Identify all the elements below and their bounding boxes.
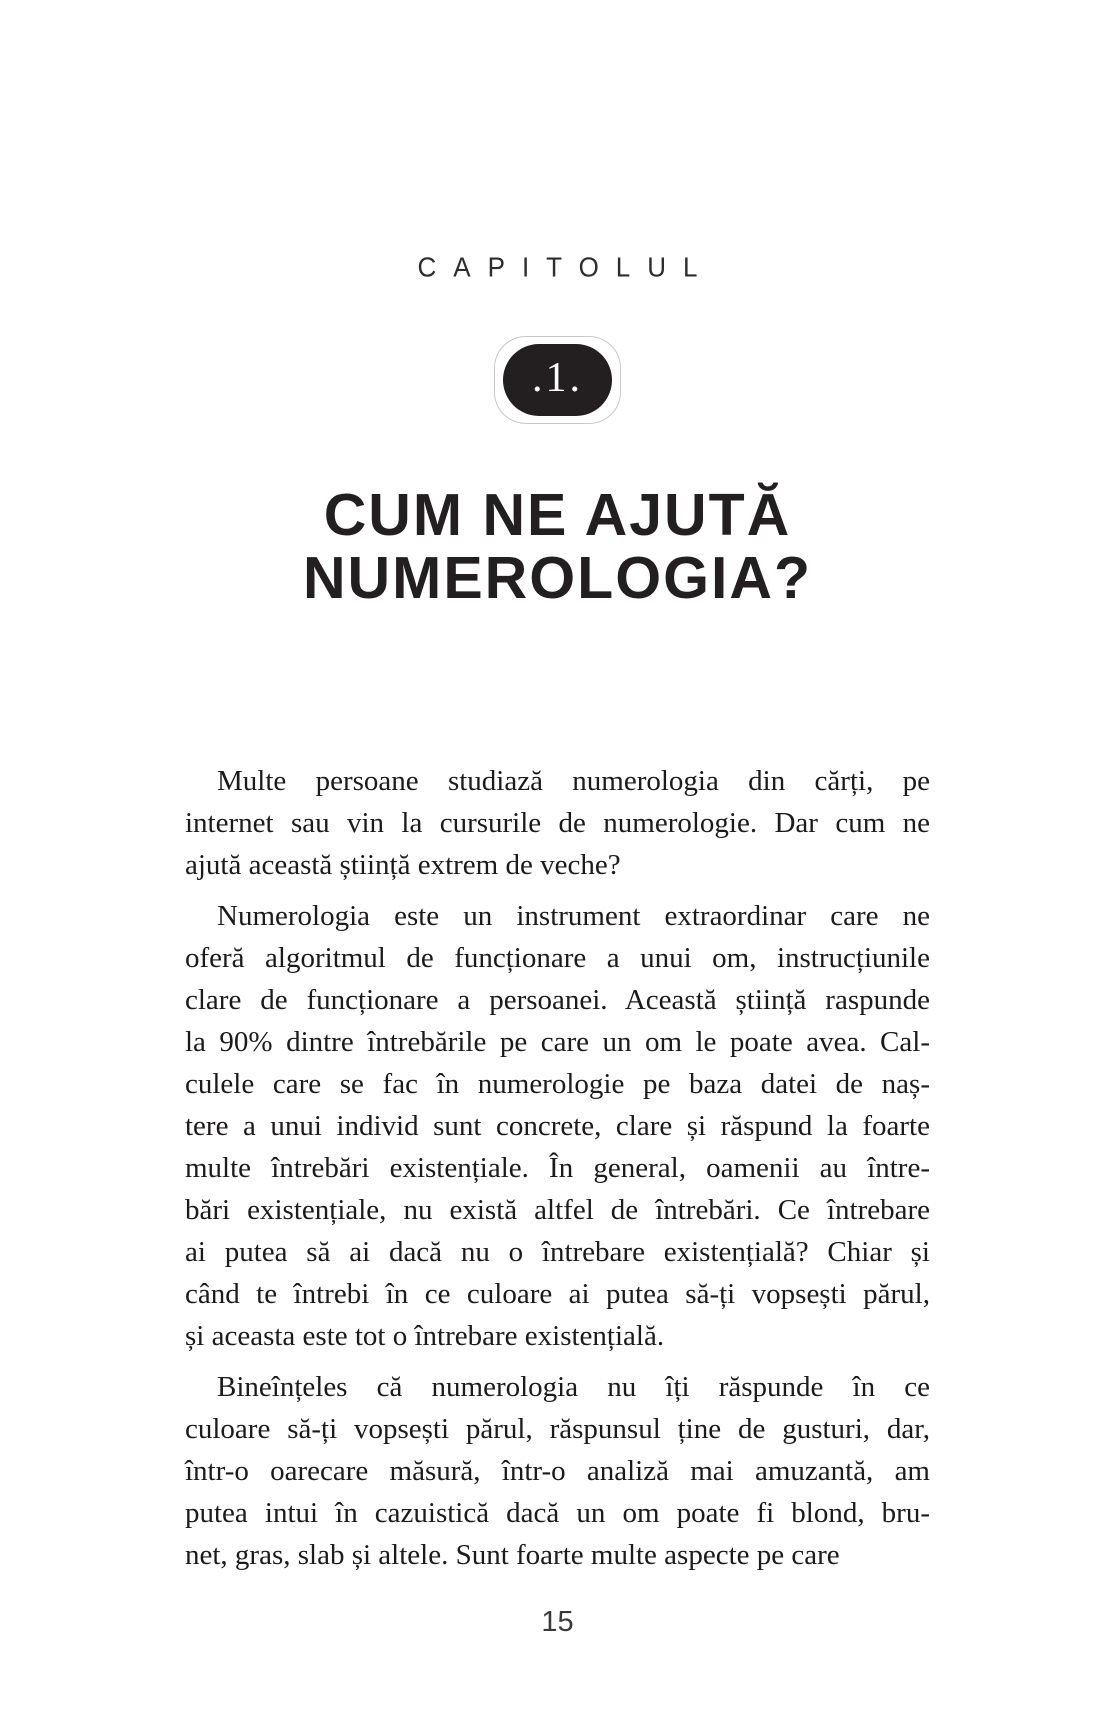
body-line: și aceasta este tot o întrebare existențială. [185, 1320, 665, 1352]
body-line: într-o oarecare măsură, într-o analiză mai amuzantă, am [185, 1455, 930, 1487]
body-line: multe întrebări existențiale. În general, oamenii au între- [185, 1152, 930, 1184]
page-number: 15 [541, 1606, 574, 1638]
body-line: culoare să-ți vopsești părul, răspunsul ține de gusturi, dar, [185, 1413, 930, 1445]
body-line: când te întrebi în ce culoare ai putea să-ți vopsești părul, [185, 1278, 930, 1310]
paragraph-1 [185, 760, 930, 886]
body-line: internet sau vin la cursurile de numerologie. Dar cum ne [185, 807, 930, 839]
body-text [185, 760, 930, 1576]
body-line: la 90% dintre întrebările pe care un om le poate avea. Cal- [185, 1026, 930, 1058]
body-line: clare de funcționare a persoanei. Această știință raspunde [185, 984, 930, 1016]
chapter-title [185, 484, 930, 610]
body-line: culele care se fac în numerologie pe baza datei de naș- [185, 1068, 930, 1100]
body-line: Numerologia este un instrument extraordinar care ne [217, 900, 930, 932]
body-line: bări existențiale, nu există altfel de întrebări. Ce întrebare [185, 1194, 930, 1226]
chapter-number: .1. [532, 355, 583, 401]
chapter-kicker: CAPITOLUL [417, 250, 715, 284]
paragraph-3 [185, 1366, 930, 1576]
body-line: ai putea să ai dacă nu o întrebare existențială? Chiar și [185, 1236, 930, 1268]
body-line: net, gras, slab și altele. Sunt foarte multe aspecte pe care [185, 1539, 840, 1571]
body-line: tere a unui individ sunt concrete, clare și răspund la foarte [185, 1110, 930, 1142]
body-line: oferă algoritmul de funcționare a unui om, instrucțiunile [185, 942, 930, 974]
chapter-title-line-2: NUMEROLOGIA? [302, 545, 813, 611]
body-line: Multe persoane studiază numerologia din cărți, pe [217, 765, 930, 797]
chapter-number-ring [494, 336, 621, 424]
paragraph-2 [185, 895, 930, 1357]
body-line: ajută această știință extrem de veche? [185, 849, 621, 881]
body-line: putea intui în cazuistică dacă un om poate fi blond, bru- [185, 1497, 930, 1529]
body-line: Bineînțeles că numerologia nu îți răspunde în ce [217, 1371, 930, 1403]
chapter-number-badge [503, 344, 612, 416]
chapter-title-line-1: CUM NE AJUTĂ [323, 482, 792, 548]
